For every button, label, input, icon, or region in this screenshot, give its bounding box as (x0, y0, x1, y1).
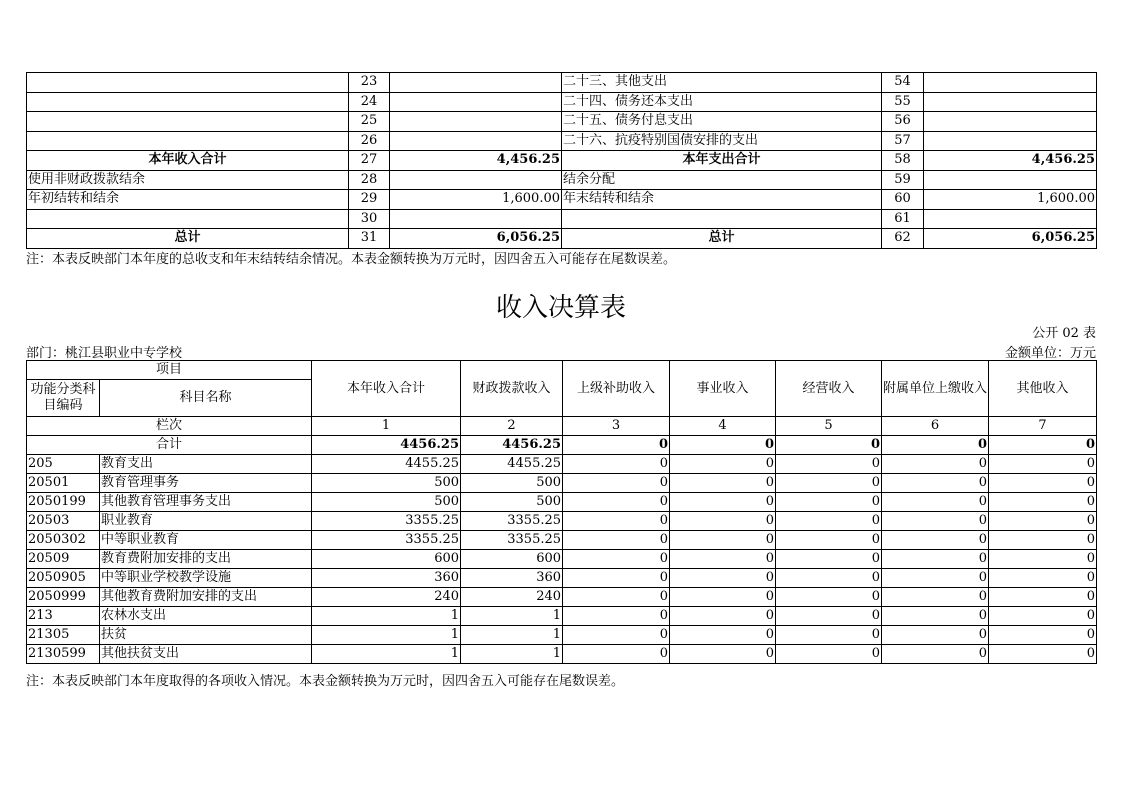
col-number: 3 (563, 417, 670, 436)
amount-cell: 0 (989, 493, 1097, 512)
header-col-3: 上级补助收入 (563, 361, 670, 417)
summary-right-label: 本年支出合计 (562, 151, 882, 171)
amount-cell: 0 (563, 512, 670, 531)
summary-right-amount (924, 92, 1097, 112)
col-number: 4 (670, 417, 776, 436)
income-note: 注：本表反映部门本年度取得的各项收入情况。本表金额转换为万元时，因四舍五入可能存在尾数误差。 (26, 674, 625, 689)
summary-row (27, 190, 1097, 210)
summary-left-label: 年初结转和结余 (27, 190, 349, 210)
subject-code: 2050999 (27, 588, 100, 607)
amount-cell: 4455.25 (461, 455, 563, 474)
amount-cell: 3355.25 (312, 531, 461, 550)
amount-cell: 600 (461, 550, 563, 569)
amount-cell: 500 (461, 493, 563, 512)
summary-right-label: 结余分配 (562, 170, 882, 190)
summary-left-no: 31 (349, 229, 390, 249)
header-row-item (27, 361, 1097, 380)
amount-cell: 0 (989, 607, 1097, 626)
header-func-code: 功能分类科目编码 (27, 380, 100, 417)
amount-cell: 3355.25 (461, 512, 563, 531)
summary-right-amount (924, 73, 1097, 93)
amount-cell: 0 (776, 531, 882, 550)
table-row (27, 455, 1097, 474)
summary-right-no: 61 (882, 209, 924, 229)
summary-right-label: 总计 (562, 229, 882, 249)
summary-left-label (27, 209, 349, 229)
amount-cell: 1 (461, 626, 563, 645)
amount-cell: 1 (312, 626, 461, 645)
amount-cell: 0 (670, 531, 776, 550)
summary-right-no: 60 (882, 190, 924, 210)
amount-cell: 0 (563, 455, 670, 474)
summary-row (27, 131, 1097, 151)
column-number-row (27, 417, 1097, 436)
summary-right-amount (924, 131, 1097, 151)
summary-left-no: 28 (349, 170, 390, 190)
amount-cell: 0 (882, 474, 989, 493)
amount-cell: 0 (776, 512, 882, 531)
amount-cell: 0 (776, 626, 882, 645)
total-value: 4456.25 (312, 436, 461, 455)
subject-name: 其他教育费附加安排的支出 (100, 588, 312, 607)
amount-cell: 0 (989, 474, 1097, 493)
summary-right-label: 二十三、其他支出 (562, 73, 882, 93)
amount-cell: 1 (312, 607, 461, 626)
summary-right-no: 62 (882, 229, 924, 249)
amount-cell: 3355.25 (461, 531, 563, 550)
summary-row (27, 112, 1097, 132)
subject-code: 2130599 (27, 645, 100, 664)
amount-cell: 0 (882, 645, 989, 664)
amount-cell: 0 (882, 626, 989, 645)
table-row (27, 512, 1097, 531)
summary-left-amount (390, 170, 562, 190)
summary-left-amount (390, 209, 562, 229)
amount-cell: 0 (882, 550, 989, 569)
summary-right-no: 54 (882, 73, 924, 93)
amount-cell: 0 (882, 569, 989, 588)
amount-cell: 0 (563, 569, 670, 588)
amount-cell: 0 (563, 474, 670, 493)
amount-cell: 0 (882, 607, 989, 626)
summary-row (27, 209, 1097, 229)
header-col-4: 事业收入 (670, 361, 776, 417)
amount-cell: 0 (989, 531, 1097, 550)
table-row (27, 569, 1097, 588)
amount-cell: 0 (989, 569, 1097, 588)
subject-code: 20501 (27, 474, 100, 493)
summary-right-amount (924, 112, 1097, 132)
amount-cell: 0 (776, 550, 882, 569)
total-value: 0 (989, 436, 1097, 455)
summary-row (27, 92, 1097, 112)
amount-cell: 0 (882, 588, 989, 607)
total-value: 0 (776, 436, 882, 455)
amount-cell: 360 (312, 569, 461, 588)
summary-row (27, 229, 1097, 249)
summary-table (26, 72, 1097, 249)
subject-name: 扶贫 (100, 626, 312, 645)
form-code: 公开 02 表 (1032, 326, 1096, 341)
amount-cell: 0 (882, 455, 989, 474)
amount-cell: 0 (670, 645, 776, 664)
summary-left-amount: 4,456.25 (390, 151, 562, 171)
subject-code: 20509 (27, 550, 100, 569)
summary-note: 注：本表反映部门本年度的总收支和年末结转结余情况。本表金额转换为万元时，因四舍五入可能存在尾数误差。 (26, 252, 677, 267)
amount-cell: 0 (882, 512, 989, 531)
amount-cell: 0 (989, 550, 1097, 569)
header-col-1: 本年收入合计 (312, 361, 461, 417)
summary-left-amount (390, 73, 562, 93)
amount-cell: 0 (882, 493, 989, 512)
unit-label: 金额单位：万元 (1004, 346, 1096, 361)
amount-cell: 0 (776, 474, 882, 493)
amount-cell: 0 (563, 550, 670, 569)
summary-right-amount: 4,456.25 (924, 151, 1097, 171)
amount-cell: 0 (563, 607, 670, 626)
amount-cell: 0 (563, 531, 670, 550)
amount-cell: 240 (312, 588, 461, 607)
header-subject-name: 科目名称 (100, 380, 312, 417)
total-row (27, 436, 1097, 455)
subject-name: 其他教育管理事务支出 (100, 493, 312, 512)
amount-cell: 0 (776, 588, 882, 607)
summary-left-amount: 6,056.25 (390, 229, 562, 249)
summary-right-amount: 6,056.25 (924, 229, 1097, 249)
subject-name: 中等职业学校教学设施 (100, 569, 312, 588)
table-row (27, 531, 1097, 550)
amount-cell: 3355.25 (312, 512, 461, 531)
amount-cell: 0 (563, 626, 670, 645)
amount-cell: 240 (461, 588, 563, 607)
summary-left-no: 23 (349, 73, 390, 93)
amount-cell: 0 (776, 645, 882, 664)
total-value: 0 (563, 436, 670, 455)
subject-name: 中等职业教育 (100, 531, 312, 550)
subject-name: 教育支出 (100, 455, 312, 474)
col-number: 5 (776, 417, 882, 436)
subject-name: 教育管理事务 (100, 474, 312, 493)
summary-left-amount (390, 112, 562, 132)
summary-right-label: 二十五、债务付息支出 (562, 112, 882, 132)
table-row (27, 588, 1097, 607)
summary-right-label (562, 209, 882, 229)
table-row (27, 645, 1097, 664)
table-row (27, 474, 1097, 493)
summary-left-label (27, 92, 349, 112)
amount-cell: 0 (776, 493, 882, 512)
summary-row (27, 73, 1097, 93)
amount-cell: 0 (670, 512, 776, 531)
table-row (27, 607, 1097, 626)
summary-right-label: 二十四、债务还本支出 (562, 92, 882, 112)
summary-left-no: 29 (349, 190, 390, 210)
amount-cell: 0 (989, 512, 1097, 531)
summary-left-label (27, 112, 349, 132)
summary-left-label: 总计 (27, 229, 349, 249)
header-col-2: 财政拨款收入 (461, 361, 563, 417)
amount-cell: 0 (563, 645, 670, 664)
amount-cell: 0 (989, 645, 1097, 664)
summary-left-amount (390, 92, 562, 112)
summary-left-no: 30 (349, 209, 390, 229)
summary-left-label (27, 73, 349, 93)
summary-right-label: 年末结转和结余 (562, 190, 882, 210)
subject-code: 205 (27, 455, 100, 474)
amount-cell: 0 (670, 493, 776, 512)
summary-left-label: 使用非财政拨款结余 (27, 170, 349, 190)
summary-right-no: 58 (882, 151, 924, 171)
col-row-label: 栏次 (27, 417, 312, 436)
amount-cell: 0 (670, 474, 776, 493)
amount-cell: 0 (776, 607, 882, 626)
summary-right-no: 55 (882, 92, 924, 112)
department-label: 部门：桃江县职业中专学校 (26, 346, 183, 361)
summary-left-label: 本年收入合计 (27, 151, 349, 171)
summary-left-label (27, 131, 349, 151)
amount-cell: 0 (882, 531, 989, 550)
amount-cell: 0 (670, 588, 776, 607)
col-number: 1 (312, 417, 461, 436)
header-col-7: 其他收入 (989, 361, 1097, 417)
summary-right-no: 57 (882, 131, 924, 151)
amount-cell: 0 (670, 550, 776, 569)
amount-cell: 500 (461, 474, 563, 493)
total-value: 0 (670, 436, 776, 455)
summary-left-amount (390, 131, 562, 151)
summary-right-amount (924, 170, 1097, 190)
amount-cell: 0 (563, 588, 670, 607)
table-row (27, 493, 1097, 512)
summary-right-no: 56 (882, 112, 924, 132)
amount-cell: 4455.25 (312, 455, 461, 474)
subject-code: 2050905 (27, 569, 100, 588)
header-item: 项目 (27, 361, 312, 380)
summary-right-no: 59 (882, 170, 924, 190)
summary-left-no: 25 (349, 112, 390, 132)
total-label: 合计 (27, 436, 312, 455)
total-value: 4456.25 (461, 436, 563, 455)
summary-left-amount: 1,600.00 (390, 190, 562, 210)
table-row (27, 550, 1097, 569)
amount-cell: 360 (461, 569, 563, 588)
amount-cell: 1 (461, 645, 563, 664)
amount-cell: 0 (989, 588, 1097, 607)
col-number: 6 (882, 417, 989, 436)
subject-name: 职业教育 (100, 512, 312, 531)
total-value: 0 (882, 436, 989, 455)
summary-right-amount: 1,600.00 (924, 190, 1097, 210)
amount-cell: 500 (312, 474, 461, 493)
amount-cell: 1 (312, 645, 461, 664)
amount-cell: 0 (670, 569, 776, 588)
amount-cell: 1 (461, 607, 563, 626)
col-number: 2 (461, 417, 563, 436)
amount-cell: 0 (670, 626, 776, 645)
amount-cell: 600 (312, 550, 461, 569)
amount-cell: 500 (312, 493, 461, 512)
subject-code: 213 (27, 607, 100, 626)
amount-cell: 0 (670, 607, 776, 626)
subject-name: 农林水支出 (100, 607, 312, 626)
summary-row (27, 170, 1097, 190)
subject-name: 教育费附加安排的支出 (100, 550, 312, 569)
table-row (27, 626, 1097, 645)
summary-right-amount (924, 209, 1097, 229)
summary-left-no: 26 (349, 131, 390, 151)
subject-code: 2050302 (27, 531, 100, 550)
amount-cell: 0 (989, 626, 1097, 645)
summary-row (27, 151, 1097, 171)
summary-right-label: 二十六、抗疫特别国债安排的支出 (562, 131, 882, 151)
subject-name: 其他扶贫支出 (100, 645, 312, 664)
income-table (26, 360, 1097, 664)
amount-cell: 0 (776, 455, 882, 474)
amount-cell: 0 (989, 455, 1097, 474)
header-col-6: 附属单位上缴收入 (882, 361, 989, 417)
col-number: 7 (989, 417, 1097, 436)
subject-code: 21305 (27, 626, 100, 645)
amount-cell: 0 (776, 569, 882, 588)
header-col-5: 经营收入 (776, 361, 882, 417)
amount-cell: 0 (563, 493, 670, 512)
subject-code: 20503 (27, 512, 100, 531)
summary-left-no: 27 (349, 151, 390, 171)
summary-left-no: 24 (349, 92, 390, 112)
subject-code: 2050199 (27, 493, 100, 512)
page-title: 收入决算表 (495, 293, 626, 323)
amount-cell: 0 (670, 455, 776, 474)
